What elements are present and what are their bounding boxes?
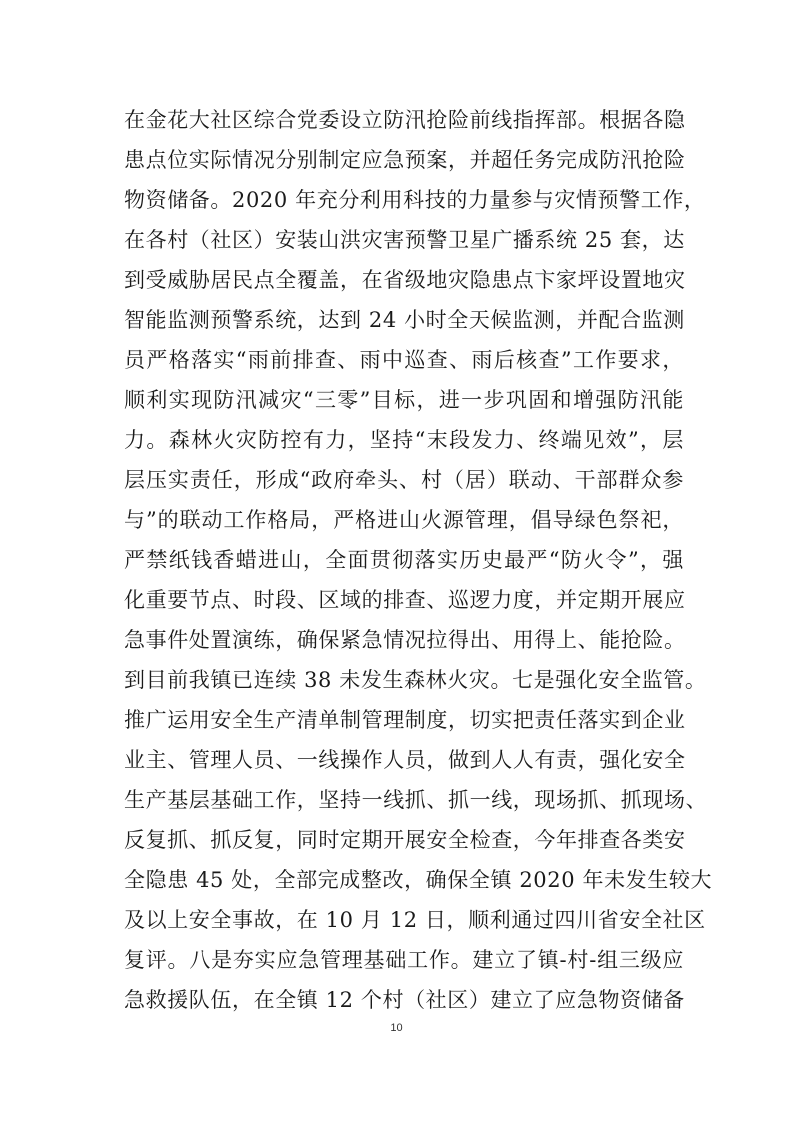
text-line: 急事件处置演练，确保紧急情况拉得出、用得上、能抢险。	[124, 628, 686, 652]
text-line: 急救援队伍，在全镇 12 个村（社区）建立了应急物资储备	[124, 988, 685, 1012]
body-text	[124, 100, 713, 1020]
text-line: 物资储备。2020 年充分利用科技的力量参与灾情预警工作，	[124, 188, 706, 212]
text-line: 层压实责任，形成“政府牵头、村（居）联动、干部群众参	[124, 468, 684, 492]
text-line: 与”的联动工作格局，严格进山火源管理，倡导绿色祭祀，	[124, 508, 684, 532]
text-line: 严禁纸钱香蜡进山，全面贯彻落实历史最严“防火令”，强	[124, 548, 684, 572]
text-line: 业主、管理人员、一线操作人员，做到人人有责，强化安全	[124, 748, 686, 772]
text-line: 复评。八是夯实应急管理基础工作。建立了镇-村-组三级应	[124, 948, 684, 972]
text-line: 智能监测预警系统，达到 24 小时全天候监测，并配合监测	[124, 308, 685, 332]
text-line: 在金花大社区综合党委设立防汛抢险前线指挥部。根据各隐	[124, 108, 686, 132]
text-line: 及以上安全事故，在 10 月 12 日，顺利通过四川省安全社区	[124, 908, 706, 932]
text-line: 全隐患 45 处，全部完成整改，确保全镇 2020 年未发生较大	[124, 868, 713, 892]
text-line: 化重要节点、时段、区域的排查、巡逻力度，并定期开展应	[124, 588, 686, 612]
text-line: 顺利实现防汛减灾“三零”目标，进一步巩固和增强防汛能	[124, 388, 684, 412]
text-line: 推广运用安全生产清单制管理制度，切实把责任落实到企业	[124, 708, 686, 732]
text-line: 患点位实际情况分别制定应急预案，并超任务完成防汛抢险	[124, 148, 686, 172]
text-line: 在各村（社区）安装山洪灾害预警卫星广播系统 25 套，达	[124, 228, 685, 252]
text-line: 反复抓、抓反复，同时定期开展安全检查，今年排查各类安	[124, 828, 686, 852]
text-line: 力。森林火灾防控有力，坚持“末段发力、终端见效”，层	[124, 428, 684, 452]
page-number: 10	[390, 1022, 403, 1034]
text-line: 到目前我镇已连续 38 未发生森林火灾。七是强化安全监管。	[124, 668, 707, 692]
text-line: 生产基层基础工作，坚持一线抓、抓一线，现场抓、抓现场、	[124, 788, 708, 812]
text-line: 到受威胁居民点全覆盖，在省级地灾隐患点卞家坪设置地灾	[124, 268, 686, 292]
text-line: 员严格落实“雨前排查、雨中巡查、雨后核查”工作要求，	[124, 348, 684, 372]
